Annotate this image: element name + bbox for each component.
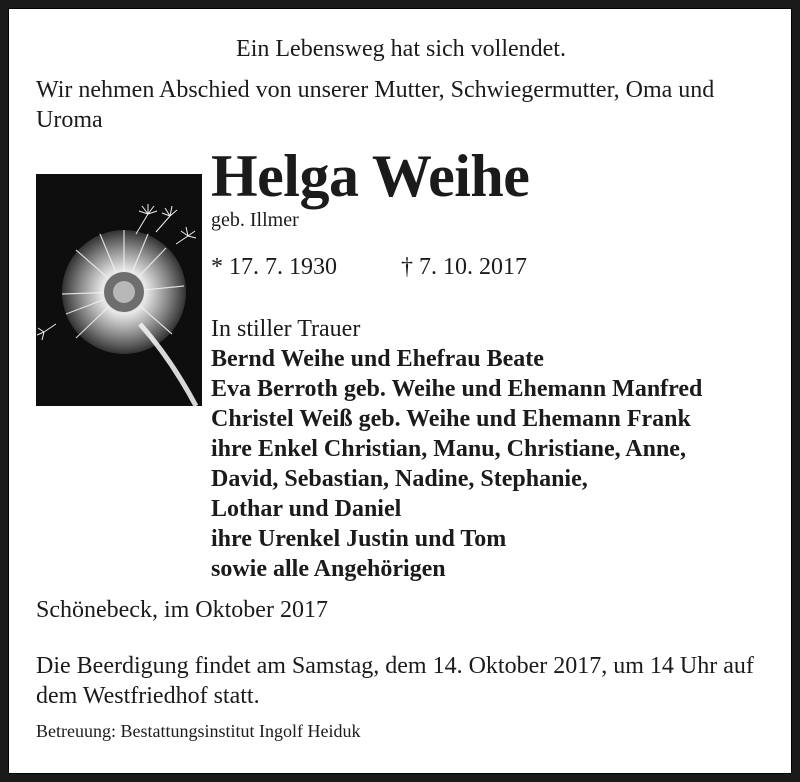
dandelion-photo xyxy=(36,174,202,406)
funeral-info: Die Beerdigung findet am Samstag, dem 14. Oktober 2017, um 14 Uhr auf dem Westfriedhof statt. xyxy=(36,653,754,709)
dandelion-icon xyxy=(36,174,202,406)
mourners-heading: In stiller Trauer xyxy=(211,316,361,342)
obituary-notice xyxy=(8,8,792,774)
mourner-line: Christel Weiß geb. Weihe und Ehemann Frank xyxy=(211,406,691,432)
intro-farewell: Wir nehmen Abschied von unserer Mutter, Schwiegermutter, Oma und Uroma xyxy=(36,77,715,133)
birth-name: geb. Illmer xyxy=(211,209,299,231)
mourner-line: sowie alle Angehörigen xyxy=(211,556,446,582)
mourners-block xyxy=(211,314,702,584)
birth-date: * 17. 7. 1930 xyxy=(211,254,337,280)
intro-line: Ein Lebensweg hat sich vollendet. xyxy=(236,36,566,62)
mourner-line: ihre Urenkel Justin und Tom xyxy=(211,526,507,552)
mourner-line: Bernd Weihe und Ehefrau Beate xyxy=(211,346,544,372)
mourner-line: ihre Enkel Christian, Manu, Christiane, Anne, xyxy=(211,436,686,462)
place-date: Schönebeck, im Oktober 2017 xyxy=(36,597,328,623)
care-note: Betreuung: Bestattungsinstitut Ingolf Heiduk xyxy=(36,721,361,741)
deceased-name: Helga Weihe xyxy=(211,143,530,209)
mourner-line: David, Sebastian, Nadine, Stephanie, xyxy=(211,466,588,492)
life-dates xyxy=(211,254,527,281)
mourner-line: Lothar und Daniel xyxy=(211,496,402,522)
death-date: † 7. 10. 2017 xyxy=(401,254,527,280)
mourner-line: Eva Berroth geb. Weihe und Ehemann Manfred xyxy=(211,376,703,402)
